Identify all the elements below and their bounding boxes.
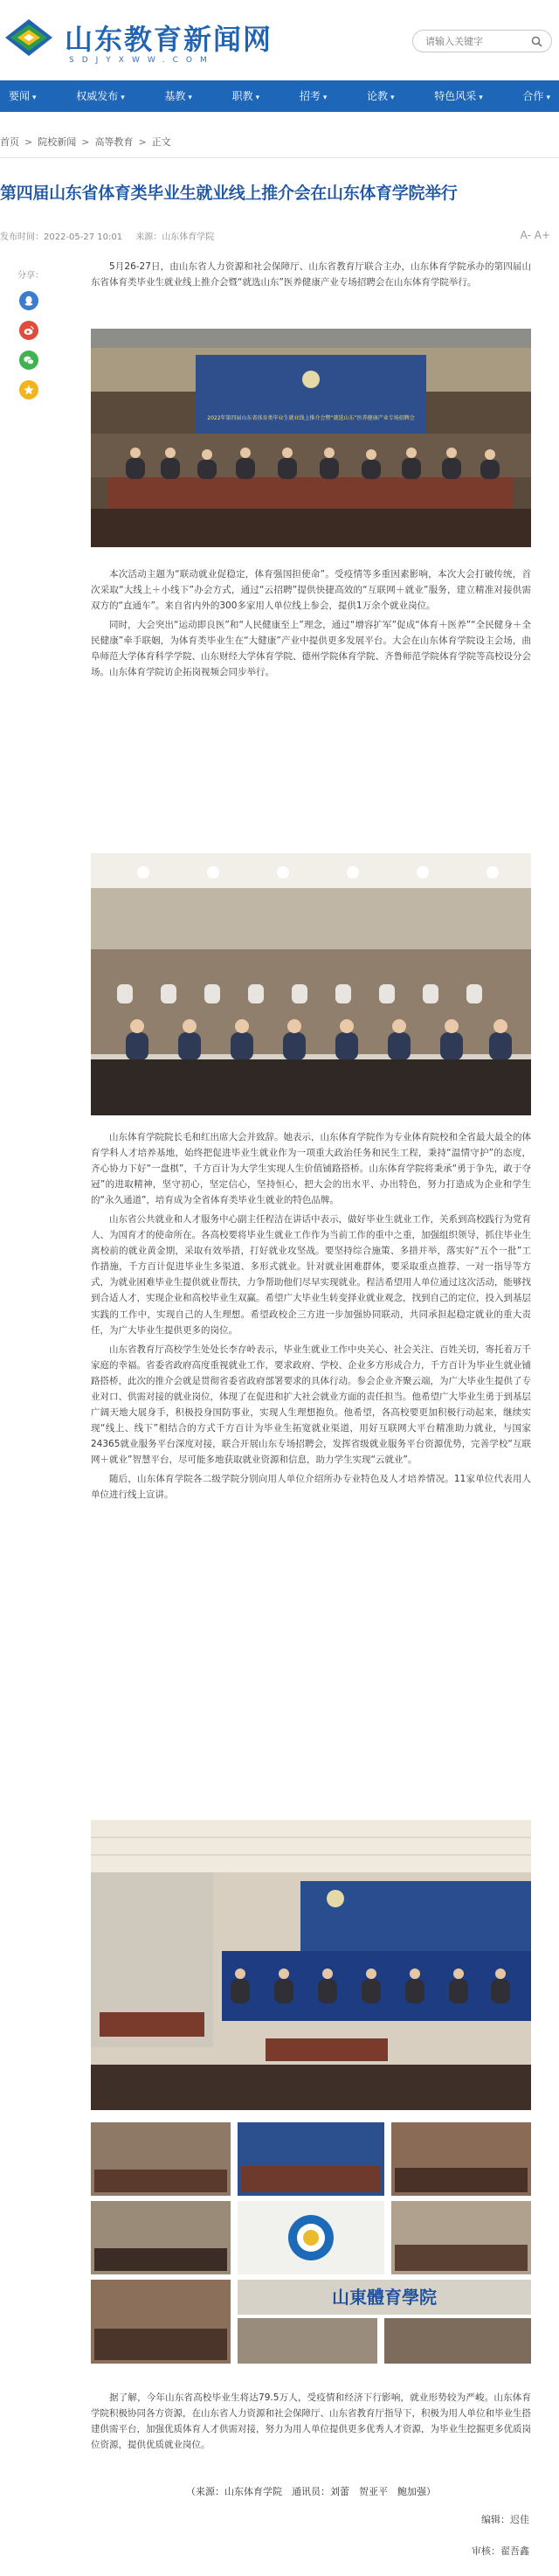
main-nav (0, 80, 559, 112)
site-header (0, 0, 559, 80)
nav-item-yaowen[interactable] (2, 80, 44, 112)
chevron-down-icon: ▾ (255, 94, 260, 102)
article-meta (0, 229, 559, 243)
breadcrumb-separator: > (24, 136, 33, 148)
search-icon[interactable] (531, 36, 542, 47)
published-time: 2022-05-27 10:01 (44, 233, 123, 242)
paragraph: 山东省公共就业和人才服务中心副主任程洁在讲话中表示，做好毕业生就业工作，关系到高校践行为党育人、为国育才的使命所在。各高校要将毕业生就业工作作为当前工作的重中之重，加强组织领导，抓住毕业生离校前的就业黄金期，采取有效举措，打好就业攻坚战。要坚持综合施策、多措并举，落实好“五个一批”工作措施，千方百计促进毕业生多渠道、多形式就业。针对就业困难群体，要采取重点推荐、一对一指导等方式，为就业困难毕业生提供就业帮扶，力争帮助他们尽早实现就业。程洁希望用人单位通过这次活动，能够找到合适人才，实现企业和高校毕业生双赢。希望广大毕业生转变择业就业观念，找到自己的定位，投入到基层实践的工作中，实现自己的人生理想。希望政校企三方进一步加强协同联动，共同承担起稳定就业的重大责任，为广大毕业生提供更多的岗位。 (91, 1214, 531, 1336)
search-input[interactable] (425, 31, 530, 52)
photo-collage (91, 2122, 531, 2364)
share-qzone-button[interactable] (19, 380, 38, 399)
source-label: 来源： (135, 233, 162, 242)
chevron-down-icon: ▾ (121, 94, 125, 102)
article-photo-3 (91, 1820, 531, 2110)
paragraph: 同时，大会突出“运动即良医”和“人民健康至上”理念，通过“增容扩军”促成“体育＋医养”“全民健身＋全民健康”牵手联姻，为体育类毕业生在“大健康”产业中提供更多发展平台。大会在山东体育学院设主会场，曲阜师范大学体育科学学院、山东财经大学体育学院、德州学院体育学院、齐鲁师范学院体育学院等高校设分会场。山东体育学院访企拓岗视频会同步举行。 (91, 620, 531, 678)
paragraph: 本次活动主题为“联动就业促稳定，体育强国担使命”。受疫情等多重因素影响，本次大会打破传统，首次采取“大线上＋小线下”办会方式，通过“云招聘”提供快捷高效的“互联网＋就业”服务，建立精准对接供需双方的“直通车”。来自省内外的300多家用人单位线上参会，提供1万余个就业岗位。 (91, 569, 531, 612)
nav-item-zhaokao[interactable] (293, 80, 335, 112)
nav-label: 招考 (299, 90, 321, 102)
qq-icon (23, 295, 35, 307)
article-lead (91, 259, 531, 290)
nav-label: 职教 (231, 90, 253, 102)
nav-item-hezuo[interactable] (515, 80, 557, 112)
nav-label: 特色风采 (434, 90, 477, 102)
nav-label: 合作 (522, 90, 544, 102)
share-label: 分享： (17, 271, 44, 281)
article-photo-2 (91, 853, 531, 1115)
breadcrumb-home[interactable]: 首页 (0, 136, 19, 148)
nav-label: 权威发布 (76, 90, 119, 102)
breadcrumb-current: 正文 (151, 136, 171, 148)
logo-mark-icon (3, 17, 54, 58)
breadcrumb-college-news[interactable]: 院校新闻 (38, 136, 77, 148)
breadcrumb-higher-education[interactable]: 高等教育 (94, 136, 134, 148)
nav-item-zhijiao[interactable] (225, 80, 267, 112)
article-caption: （来源：山东体育学院 通讯员：刘蕾 贺亚平 鲍加强） (186, 2486, 436, 2497)
breadcrumb-separator: > (81, 136, 90, 148)
article-photo-collage (91, 2122, 531, 2364)
college-logo-text: 山東體育學院 (332, 2287, 437, 2308)
nav-label: 要闻 (9, 90, 31, 102)
paragraph: 据了解，今年山东省高校毕业生将达79.5万人，受疫情和经济下行影响，就业形势较为严峻。山东体育学院积极协同各方资源，在山东省人力资源和社会保障厅、山东省教育厅指导下，积极为用人单位和毕业生搭建供需平台，加强优质体育人才供需对接，努力为用人单位提供更多优秀人才资源，为毕业生挖掘更多优质岗位资源，提供优质就业岗位。 (91, 2392, 531, 2451)
site-logo[interactable] (3, 12, 273, 66)
divider (0, 157, 559, 158)
chevron-down-icon: ▾ (390, 94, 395, 102)
page-title: 第四届山东省体育类毕业生就业线上推介会在山东体育学院举行 (0, 184, 458, 203)
share-qq-button[interactable] (19, 291, 38, 310)
chevron-down-icon: ▾ (32, 94, 37, 102)
nav-label: 基教 (164, 90, 186, 102)
hall-photo (91, 1820, 531, 2110)
article-closing (91, 2390, 531, 2453)
chevron-down-icon: ▾ (322, 94, 328, 102)
font-size-controls[interactable]: A- A+ (520, 229, 550, 241)
paragraph: 山东体育学院院长毛和红出席大会并致辞。她表示，山东体育学院作为专业体育院校和全省最大最全的体育学科人才培养基地，始终把促进毕业生就业作为一项重大政治任务和民生工程，秉持“温情守护”的态度，齐心协力下好“一盘棋”，千方百计为大学生实现人生价值铺路搭桥。山东体育学院将秉承“勇于争先，敢于夺冠”的进取精神，坚守初心，坚定信心，坚持恒心，把大会的出水平、办出特色，努力打造成为企业和学生的“永久通道”，培育成为全省体育类毕业生就业的特色品牌。 (91, 1132, 531, 1206)
search-box[interactable] (412, 30, 552, 52)
audience-photo (91, 853, 531, 1115)
article-source: 山东体育学院 (162, 233, 215, 242)
qzone-star-icon (23, 384, 35, 396)
paragraph: 随后，山东体育学院各二级学院分别向用人单位介绍所办专业特色及人才培养情况。11家单位代表用人单位进行线上宣讲。 (91, 1473, 531, 1501)
paragraph: 山东省教育厅高校学生处处长李存岭表示，毕业生就业工作中央关心、社会关注、百姓关切，寄托着万千家庭的幸福。省委省政府高度重视就业工作，要求政府、学校、企业多方形成合力，千方百计为毕业生就业铺路搭桥，此次的推介会就是贯彻省委省政府部署要求的具体行动。参会企业齐聚云端，为广大毕业生提供了专业对口、供需对接的就业岗位，体现了在促进和扩大社会就业方面的责任担当。他希望广大毕业生勇于到基层广阔天地大展身手，积极投身国防事业，实现人生理想抱负。他希望，各高校要更加积极行动起来，继续实现“线上、线下”相结合的方式千方百计为毕业生拓宽就业渠道，用好互联网大平台精准助力就业，与国家24365就业服务平台深度对接，联合开展山东专场招聘会，发挥省级就业服务平台资源优势，完善学校“互联网＋就业”智慧平台，尽可能多地获取就业资源和信息，助力学生实现“云就业”。 (91, 1344, 531, 1465)
article-section-3 (91, 1129, 531, 1503)
weibo-icon (23, 324, 35, 337)
wechat-icon (23, 354, 35, 366)
chevron-down-icon: ▾ (188, 94, 192, 102)
breadcrumb (0, 135, 559, 152)
conference-photo (91, 329, 531, 547)
nav-item-tese[interactable] (427, 80, 490, 112)
share-weibo-button[interactable] (19, 321, 38, 340)
nav-item-lunjiao[interactable] (360, 80, 402, 112)
site-domain: SDJYXWW.COM (69, 56, 215, 65)
paragraph: 5月26-27日，由山东省人力资源和社会保障厅、山东省教育厅联合主办，山东体育学院承办的第四届山东省体育类毕业生就业线上推介会暨“就选山东”医养健康产业专场招聘会在山东体育学院举行。 (91, 261, 531, 288)
photo-banner-text: 2022年第四届山东省体育类毕业生就业线上推介会暨“就选山东”医养健康产业专场招聘会 (207, 415, 415, 421)
article-section-2 (91, 566, 531, 680)
nav-label: 论教 (367, 90, 389, 102)
article-photo-1 (91, 329, 531, 547)
editor-credit: 编辑：迟佳 (481, 2514, 529, 2525)
share-wechat-button[interactable] (19, 351, 38, 370)
breadcrumb-separator: > (138, 136, 147, 148)
share-bar (17, 267, 44, 399)
chevron-down-icon: ▾ (546, 94, 550, 102)
reviewer-credit: 审核：翟吾鑫 (472, 2545, 529, 2557)
nav-item-jijiao[interactable] (157, 80, 199, 112)
nav-item-quanwei[interactable] (69, 80, 132, 112)
published-label: 发布时间： (0, 233, 44, 242)
chevron-down-icon: ▾ (479, 94, 483, 102)
site-title: 山东教育新闻网 (65, 23, 273, 56)
